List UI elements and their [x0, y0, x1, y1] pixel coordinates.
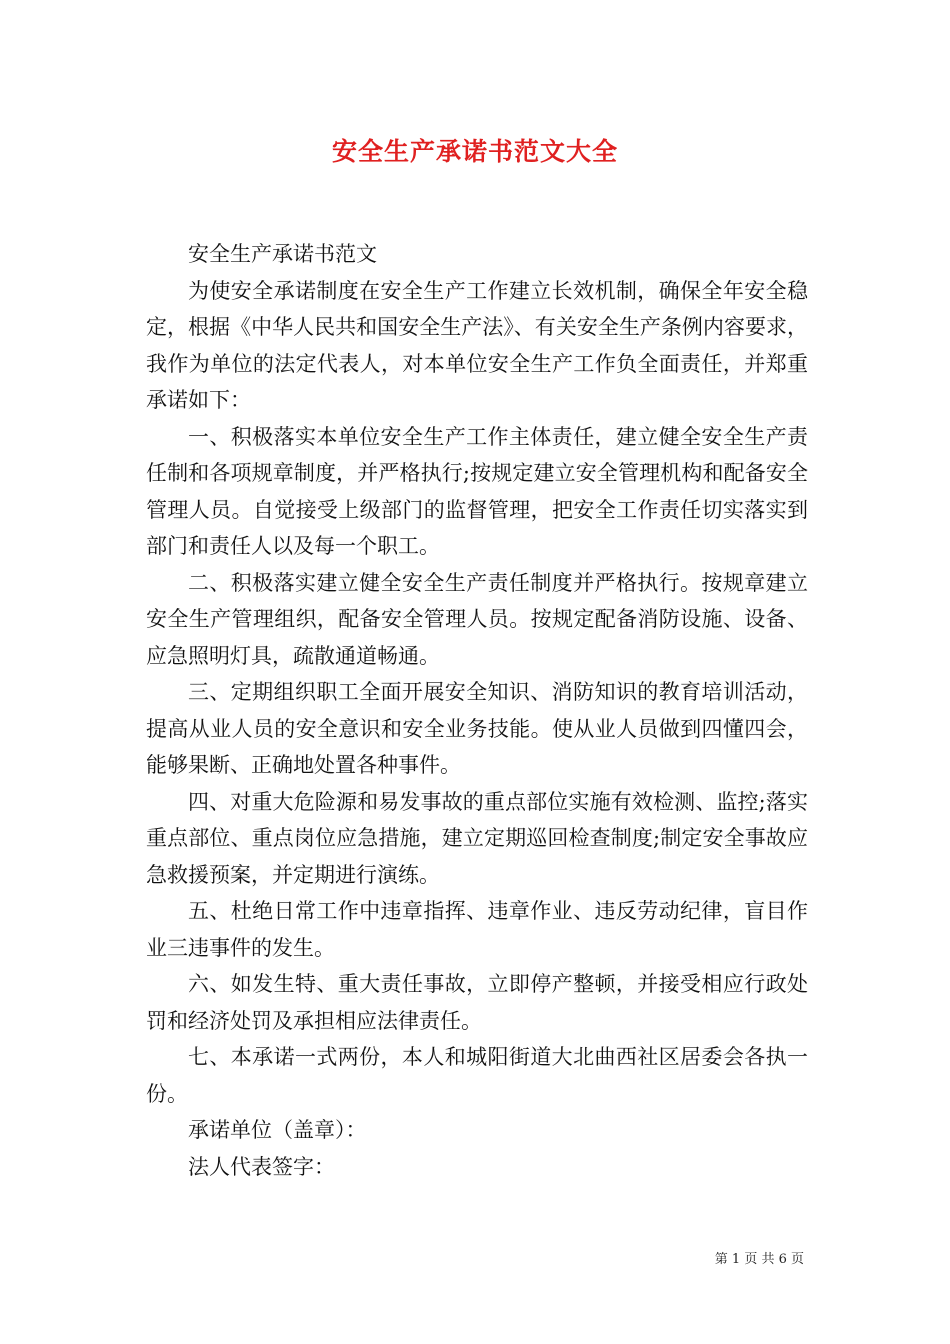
- intro-paragraph: 为使安全承诺制度在安全生产工作建立长效机制，确保全年安全稳定，根据《中华人民共和国安全生产法》、有关安全生产条例内容要求，我作为单位的法定代表人，对本单位安全生产工作负全面责任，并郑重承诺如下：: [146, 278, 808, 412]
- commitment-item-3: 三、定期组织职工全面开展安全知识、消防知识的教育培训活动，提高从业人员的安全意识和安全业务技能。使从业人员做到四懂四会，能够果断、正确地处置各种事件。: [146, 680, 808, 777]
- page-number: 第 1 页 共 6 页: [714, 1252, 804, 1267]
- commitment-item-1: 一、积极落实本单位安全生产工作主体责任，建立健全安全生产责任制和各项规章制度，并严格执行;按规定建立安全管理机构和配备安全管理人员。自觉接受上级部门的监督管理，把安全工作责任切实落实到部门和责任人以及每一个职工。: [146, 424, 808, 558]
- commitment-item-4: 四、对重大危险源和易发事故的重点部位实施有效检测、监控;落实重点部位、重点岗位应急措施，建立定期巡回检查制度;制定安全事故应急救援预案，并定期进行演练。: [146, 789, 808, 887]
- document-title: 安全生产承诺书范文大全: [331, 137, 618, 166]
- commitment-item-6: 六、如发生特、重大责任事故，立即停产整顿，并接受相应行政处罚和经济处罚及承担相应法律责任。: [146, 972, 808, 1033]
- sign-person-line: 法人代表签字：: [188, 1154, 335, 1179]
- sign-unit-line: 承诺单位（盖章）：: [188, 1118, 367, 1142]
- commitment-item-7: 七、本承诺一式两份，本人和城阳街道大北曲西社区居委会各执一份。: [146, 1045, 808, 1106]
- document-subtitle: 安全生产承诺书范文: [188, 242, 377, 266]
- document-body: [146, 236, 808, 1185]
- commitment-item-2: 二、积极落实建立健全安全生产责任制度并严格执行。按规章建立安全生产管理组织，配备安全管理人员。按规定配备消防设施、设备、应急照明灯具，疏散通道畅通。: [146, 570, 808, 668]
- commitment-item-5: 五、杜绝日常工作中违章指挥、违章作业、违反劳动纪律，盲目作业三违事件的发生。: [146, 899, 808, 960]
